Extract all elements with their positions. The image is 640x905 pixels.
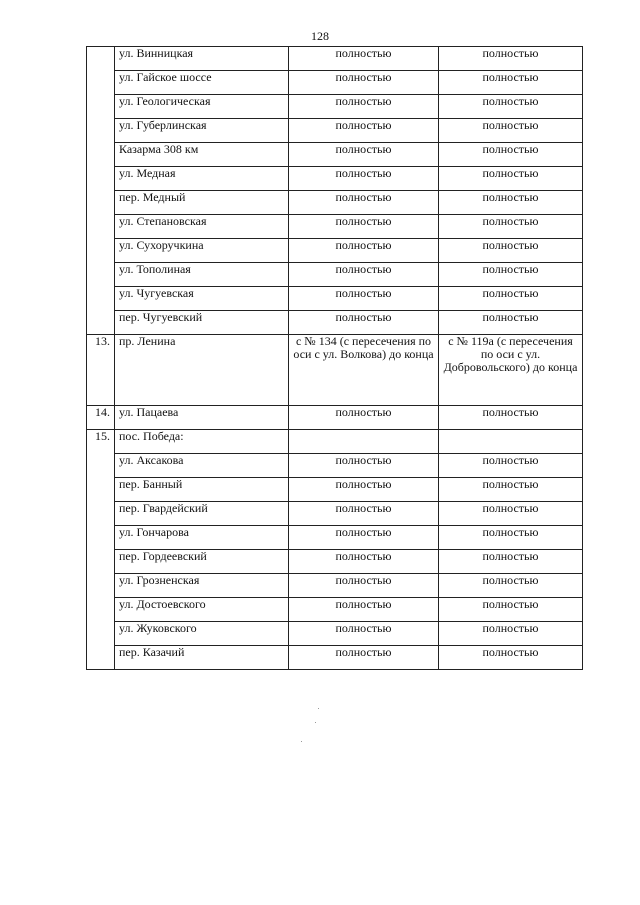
- table-row: [87, 406, 583, 430]
- street-name: ул. Жуковского: [115, 622, 289, 646]
- range-to: полностью: [439, 167, 583, 191]
- range-to: полностью: [439, 622, 583, 646]
- street-name: ул. Гончарова: [115, 526, 289, 550]
- street-name: пос. Победа:: [115, 430, 289, 454]
- street-name: пер. Банный: [115, 478, 289, 502]
- range-from: полностью: [289, 71, 439, 95]
- range-from: полностью: [289, 239, 439, 263]
- range-from: полностью: [289, 191, 439, 215]
- range-to: полностью: [439, 526, 583, 550]
- range-from: полностью: [289, 143, 439, 167]
- range-to: полностью: [439, 574, 583, 598]
- street-name: пер. Чугуевский: [115, 311, 289, 335]
- table-row: [87, 335, 583, 406]
- range-from: полностью: [289, 550, 439, 574]
- range-to: полностью: [439, 239, 583, 263]
- street-name: ул. Аксакова: [115, 454, 289, 478]
- street-name: ул. Чугуевская: [115, 287, 289, 311]
- range-to: полностью: [439, 502, 583, 526]
- range-from: полностью: [289, 215, 439, 239]
- street-name: ул. Губерлинская: [115, 119, 289, 143]
- row-number: 15.: [87, 430, 115, 670]
- range-to: полностью: [439, 263, 583, 287]
- page-number: 128: [311, 29, 329, 43]
- range-to: полностью: [439, 550, 583, 574]
- street-name: пер. Медный: [115, 191, 289, 215]
- street-name: ул. Медная: [115, 167, 289, 191]
- table-row: [87, 478, 583, 502]
- range-from: с № 134 (с пересечения по оси с ул. Волкова) до конца: [289, 335, 439, 406]
- table-row: [87, 502, 583, 526]
- range-to: полностью: [439, 287, 583, 311]
- range-from: полностью: [289, 47, 439, 71]
- table-row: [87, 143, 583, 167]
- street-name: ул. Степановская: [115, 215, 289, 239]
- range-to: полностью: [439, 191, 583, 215]
- range-to: [439, 430, 583, 454]
- streets-table-body: [87, 47, 583, 670]
- street-name: Казарма 308 км: [115, 143, 289, 167]
- street-name: ул. Тополиная: [115, 263, 289, 287]
- range-to: полностью: [439, 598, 583, 622]
- range-to: полностью: [439, 119, 583, 143]
- street-name: пер. Казачий: [115, 646, 289, 670]
- range-to: полностью: [439, 143, 583, 167]
- table-row: [87, 598, 583, 622]
- range-from: полностью: [289, 263, 439, 287]
- table-row: [87, 454, 583, 478]
- range-from: полностью: [289, 167, 439, 191]
- table-row: [87, 191, 583, 215]
- range-to: полностью: [439, 406, 583, 430]
- range-from: полностью: [289, 287, 439, 311]
- table-row: [87, 167, 583, 191]
- range-from: полностью: [289, 119, 439, 143]
- table-row: [87, 71, 583, 95]
- street-name: пер. Гордеевский: [115, 550, 289, 574]
- range-from: полностью: [289, 598, 439, 622]
- street-name: ул. Винницкая: [115, 47, 289, 71]
- table-row: [87, 574, 583, 598]
- range-from: полностью: [289, 646, 439, 670]
- table-row: [87, 95, 583, 119]
- street-name: ул. Геологическая: [115, 95, 289, 119]
- table-row: [87, 311, 583, 335]
- range-to: полностью: [439, 311, 583, 335]
- table-row: [87, 622, 583, 646]
- table-row: [87, 526, 583, 550]
- range-from: полностью: [289, 95, 439, 119]
- row-number: 13.: [87, 335, 115, 406]
- street-name: ул. Пацаева: [115, 406, 289, 430]
- range-to: полностью: [439, 478, 583, 502]
- range-from: полностью: [289, 622, 439, 646]
- streets-table: [86, 46, 583, 670]
- table-row: [87, 287, 583, 311]
- range-from: [289, 430, 439, 454]
- range-to: полностью: [439, 646, 583, 670]
- range-to: полностью: [439, 215, 583, 239]
- street-name: пер. Гвардейский: [115, 502, 289, 526]
- table-row: [87, 47, 583, 71]
- table-row: [87, 430, 583, 454]
- street-name: ул. Сухоручкина: [115, 239, 289, 263]
- row-number-cell: [87, 47, 115, 335]
- scan-speck: [315, 722, 316, 723]
- range-from: полностью: [289, 311, 439, 335]
- table-row: [87, 646, 583, 670]
- range-to: полностью: [439, 47, 583, 71]
- range-from: полностью: [289, 502, 439, 526]
- table-row: [87, 239, 583, 263]
- range-from: полностью: [289, 454, 439, 478]
- table-row: [87, 550, 583, 574]
- range-to: полностью: [439, 454, 583, 478]
- range-from: полностью: [289, 574, 439, 598]
- range-from: полностью: [289, 406, 439, 430]
- range-to: полностью: [439, 95, 583, 119]
- scan-speck: [301, 741, 302, 742]
- table-row: [87, 215, 583, 239]
- range-from: полностью: [289, 526, 439, 550]
- row-number: 14.: [87, 406, 115, 430]
- table-row: [87, 119, 583, 143]
- street-name: ул. Грозненская: [115, 574, 289, 598]
- street-name: пр. Ленина: [115, 335, 289, 406]
- table-row: [87, 263, 583, 287]
- street-name: ул. Гайское шоссе: [115, 71, 289, 95]
- range-to: полностью: [439, 71, 583, 95]
- street-name: ул. Достоевского: [115, 598, 289, 622]
- range-from: полностью: [289, 478, 439, 502]
- scan-speck: [318, 708, 319, 709]
- range-to: с № 119а (с пересечения по оси с ул. Добровольского) до конца: [439, 335, 583, 406]
